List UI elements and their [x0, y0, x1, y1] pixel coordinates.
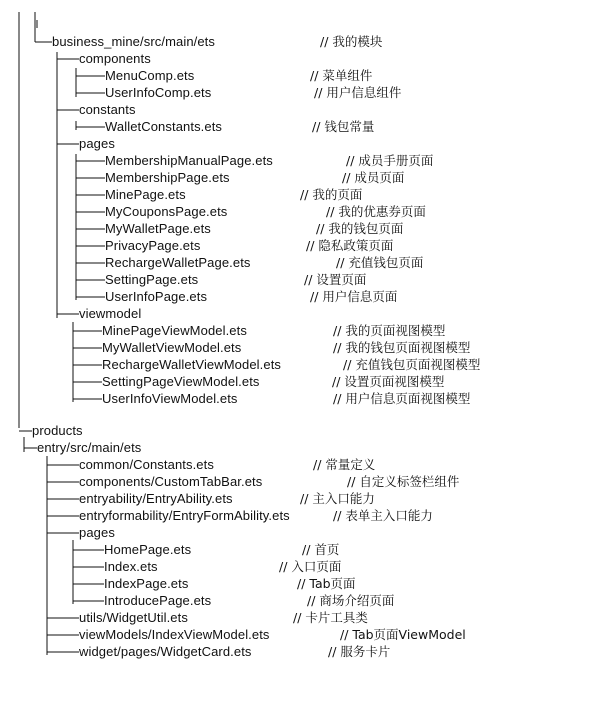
tree-node-entryformability: [0, 507, 600, 524]
tree-node-mycouponspage: [0, 203, 600, 220]
node-comment: // 设置页面视图模型: [332, 374, 445, 389]
node-comment: // 我的钱包页面: [316, 221, 404, 236]
node-comment: // 成员页面: [342, 170, 405, 185]
node-name: WalletConstants.ets: [105, 119, 223, 134]
tree-node-customtabbar: [0, 473, 600, 490]
node-name: business_mine/src/main/ets: [52, 34, 215, 49]
node-comment: // 首页: [302, 542, 340, 557]
tree-node-constants-file: [0, 456, 600, 473]
tree-node-membershippage: [0, 169, 600, 186]
node-comment: // 钱包常量: [312, 119, 375, 134]
node-name: products: [32, 423, 83, 438]
node-name: UserInfoViewModel.ets: [102, 391, 238, 406]
node-comment: // Tab页面ViewModel: [340, 627, 466, 642]
tree-node-userinfocomp: [0, 84, 600, 101]
node-comment: // 服务卡片: [328, 644, 391, 659]
node-name: SettingPageViewModel.ets: [102, 374, 260, 389]
tree-node-walletconstants: [0, 118, 600, 135]
node-comment: // 我的钱包页面视图模型: [333, 340, 471, 355]
node-comment: // 用户信息组件: [314, 85, 402, 100]
tree-node-products: [0, 422, 600, 439]
node-name: UserInfoComp.ets: [105, 85, 212, 100]
node-name: MyWalletViewModel.ets: [102, 340, 242, 355]
node-comment: // 菜单组件: [310, 68, 373, 83]
node-name: entryformability/EntryFormAbility.ets: [79, 508, 290, 523]
tree-node-introducepage: [0, 592, 600, 609]
tree-node-settingpageviewmodel: [0, 373, 600, 390]
node-comment: // 用户信息页面: [310, 289, 398, 304]
node-name: SettingPage.ets: [105, 272, 199, 287]
tree-node-mywalletpage: [0, 220, 600, 237]
tree-node-membershipmanualpage: [0, 152, 600, 169]
node-comment: // Tab页面: [297, 576, 356, 591]
node-name: UserInfoPage.ets: [105, 289, 208, 304]
node-name: IntroducePage.ets: [104, 593, 212, 608]
node-name: pages: [79, 136, 115, 151]
node-name: RechargeWalletViewModel.ets: [102, 357, 282, 372]
node-comment: // 充值钱包页面视图模型: [343, 357, 481, 372]
node-name: viewModels/IndexViewModel.ets: [79, 627, 270, 642]
node-comment: // 主入口能力: [300, 491, 375, 506]
node-comment: // 隐私政策页面: [306, 238, 394, 253]
node-name: MinePageViewModel.ets: [102, 323, 247, 338]
node-comment: // 表单主入口能力: [333, 508, 433, 523]
node-name: IndexPage.ets: [104, 576, 189, 591]
tree-node-entry-src: [0, 439, 600, 456]
node-name: entry/src/main/ets: [37, 440, 142, 455]
tree-node-minepageviewmodel: [0, 322, 600, 339]
node-name: common/Constants.ets: [79, 457, 214, 472]
tree-node-userinfopage: [0, 288, 600, 305]
tree-node-business-mine: [0, 33, 600, 50]
tree-node-widgetcard: [0, 643, 600, 660]
node-name: MyWalletPage.ets: [105, 221, 211, 236]
node-name: widget/pages/WidgetCard.ets: [79, 644, 252, 659]
node-comment: // 常量定义: [313, 457, 376, 472]
node-name: PrivacyPage.ets: [105, 238, 201, 253]
node-comment: // 设置页面: [304, 272, 367, 287]
tree-node-mywalletviewmodel: [0, 339, 600, 356]
tree-node-rechargewalletviewmodel: [0, 356, 600, 373]
node-name: Index.ets: [104, 559, 158, 574]
node-comment: // 自定义标签栏组件: [347, 474, 460, 489]
node-comment: // 充值钱包页面: [336, 255, 424, 270]
node-name: constants: [79, 102, 136, 117]
node-name: MenuComp.ets: [105, 68, 195, 83]
node-comment: // 成员手册页面: [346, 153, 434, 168]
tree-node-index: [0, 558, 600, 575]
node-name: utils/WidgetUtil.ets: [79, 610, 188, 625]
node-comment: // 用户信息页面视图模型: [333, 391, 471, 406]
tree-node-privacypage: [0, 237, 600, 254]
node-name: viewmodel: [79, 306, 142, 321]
node-name: pages: [79, 525, 115, 540]
node-comment: // 我的优惠券页面: [326, 204, 426, 219]
tree-node-components-folder: [0, 50, 600, 67]
tree-node-menucomp: [0, 67, 600, 84]
node-name: MyCouponsPage.ets: [105, 204, 228, 219]
node-comment: // 商场介绍页面: [307, 593, 395, 608]
tree-node-rechargewalletpage: [0, 254, 600, 271]
node-name: components/CustomTabBar.ets: [79, 474, 263, 489]
tree-node-entryability: [0, 490, 600, 507]
node-comment: // 我的模块: [320, 34, 383, 49]
tree-node-minepage: [0, 186, 600, 203]
node-name: MembershipManualPage.ets: [105, 153, 273, 168]
tree-node-userinfoviewmodel: [0, 390, 600, 407]
tree-node-homepage: [0, 541, 600, 558]
tree-node-indexviewmodel: [0, 626, 600, 643]
tree-node-indexpage: [0, 575, 600, 592]
tree-node-settingpage: [0, 271, 600, 288]
tree-node-constants-folder: [0, 101, 600, 118]
node-name: MinePage.ets: [105, 187, 186, 202]
node-comment: // 入口页面: [279, 559, 342, 574]
tree-node-widgetutil: [0, 609, 600, 626]
node-name: HomePage.ets: [104, 542, 192, 557]
node-name: MembershipPage.ets: [105, 170, 230, 185]
tree-node-entry-pages-folder: [0, 524, 600, 541]
node-comment: // 我的页面: [300, 187, 363, 202]
node-name: components: [79, 51, 151, 66]
tree-node-pages-folder: [0, 135, 600, 152]
node-name: entryability/EntryAbility.ets: [79, 491, 233, 506]
node-comment: // 我的页面视图模型: [333, 323, 446, 338]
node-name: RechargeWalletPage.ets: [105, 255, 251, 270]
node-comment: // 卡片工具类: [293, 610, 368, 625]
tree-node-viewmodel-folder: [0, 305, 600, 322]
